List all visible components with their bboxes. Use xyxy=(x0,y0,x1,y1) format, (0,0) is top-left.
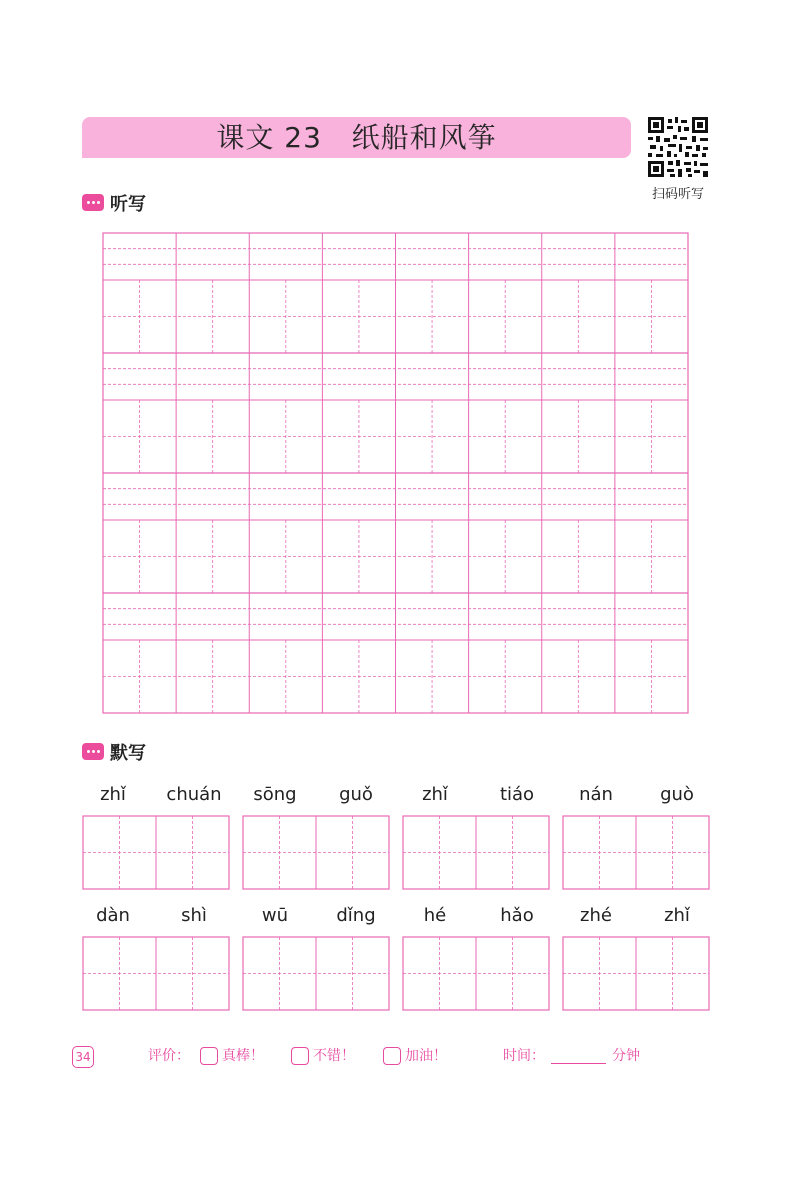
page-title: 课文 23 纸船和风筝 xyxy=(216,121,497,154)
time-unit: 分钟 xyxy=(612,1048,640,1064)
pinyin-label: dǐng xyxy=(336,905,376,926)
writing-grid[interactable] xyxy=(0,800,800,1020)
rating-option-good: 不错！ xyxy=(313,1048,355,1064)
rating-option-great: 真棒！ xyxy=(222,1048,264,1064)
pinyin-label: tiáo xyxy=(499,784,535,805)
pinyin-label: zhé xyxy=(580,905,612,926)
pinyin-label: guǒ xyxy=(339,784,373,805)
time-label: 时间： xyxy=(503,1048,545,1064)
page-number: 34 xyxy=(72,1046,94,1068)
rating-option-keep-going: 加油！ xyxy=(405,1048,447,1064)
pinyin-label: chuán xyxy=(166,784,222,805)
pinyin-label: wū xyxy=(261,905,289,926)
pinyin-label: sōng xyxy=(253,784,297,805)
rating-checkbox-great[interactable] xyxy=(200,1047,218,1065)
qr-label: 扫码听写 xyxy=(651,187,704,202)
pinyin-label: shì xyxy=(181,905,207,926)
pinyin-label: zhǐ xyxy=(422,784,448,805)
rating-checkbox-good[interactable] xyxy=(291,1047,309,1065)
section-bullet-icon xyxy=(82,743,104,760)
section-heading-writing: 默写 xyxy=(110,743,146,764)
pinyin-label: dàn xyxy=(96,905,130,926)
pinyin-label: hé xyxy=(423,905,447,926)
pinyin-label: zhǐ xyxy=(100,784,126,805)
pinyin-label: zhǐ xyxy=(664,905,690,926)
rating-label: 评价： xyxy=(148,1048,190,1064)
pinyin-label: nán xyxy=(579,784,613,805)
pinyin-label: hǎo xyxy=(500,905,534,926)
pinyin-label: guò xyxy=(660,784,694,805)
rating-checkbox-keep-going[interactable] xyxy=(383,1047,401,1065)
time-input-line[interactable] xyxy=(551,1063,606,1064)
section-heading-dictation: 听写 xyxy=(110,194,146,215)
